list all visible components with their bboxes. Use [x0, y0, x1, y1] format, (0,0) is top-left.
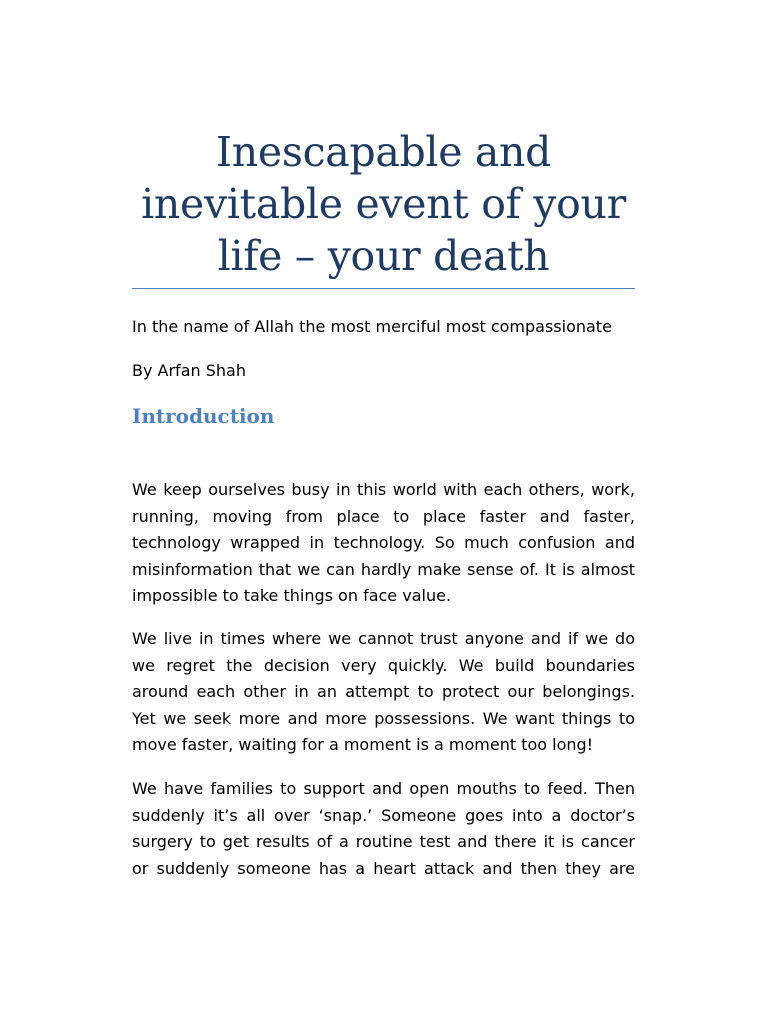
title-line-1: Inescapable and	[215, 128, 552, 176]
paragraph-line: surgery to get results of a routine test and there it is cancer	[132, 832, 635, 851]
paragraph-3	[132, 776, 635, 882]
paragraph-line: around each other in an attempt to protect our belongings.	[132, 682, 635, 701]
author-byline: By Arfan Shah	[132, 361, 246, 380]
paragraph-line: technology wrapped in technology. So much confusion and	[132, 533, 635, 552]
paragraph-line: Yet we seek more and more possessions. We want things to	[132, 708, 635, 728]
paragraph-line: impossible to take things on face value.	[132, 586, 452, 605]
title-divider	[132, 288, 635, 289]
paragraph-line: we regret the decision very quickly. We build boundaries	[132, 655, 635, 675]
paragraph-1	[132, 477, 635, 610]
paragraph-line: or suddenly someone has a heart attack and then they are	[132, 858, 635, 878]
paragraph-line: We have families to support and open mouths to feed. Then	[132, 779, 635, 798]
section-heading-introduction: Introduction	[132, 404, 275, 428]
title-line-2: inevitable event of your	[141, 180, 626, 228]
paragraph-line: suddenly it’s all over ‘snap.’ Someone goes into a doctor’s	[132, 805, 635, 825]
paragraph-line: running, moving from place to place faster and faster,	[132, 506, 635, 526]
dedication-line: In the name of Allah the most merciful most compassionate	[132, 317, 612, 336]
paragraph-line: move faster, waiting for a moment is a moment too long!	[132, 735, 594, 754]
paragraph-line: misinformation that we can hardly make sense of. It is almost	[132, 559, 635, 579]
document-title	[132, 126, 635, 282]
title-line-3: life – your death	[217, 232, 550, 280]
paragraph-line: We live in times where we cannot trust anyone and if we do	[132, 629, 635, 648]
paragraph-2	[132, 626, 635, 759]
paragraph-line: We keep ourselves busy in this world with each others, work,	[132, 480, 635, 499]
